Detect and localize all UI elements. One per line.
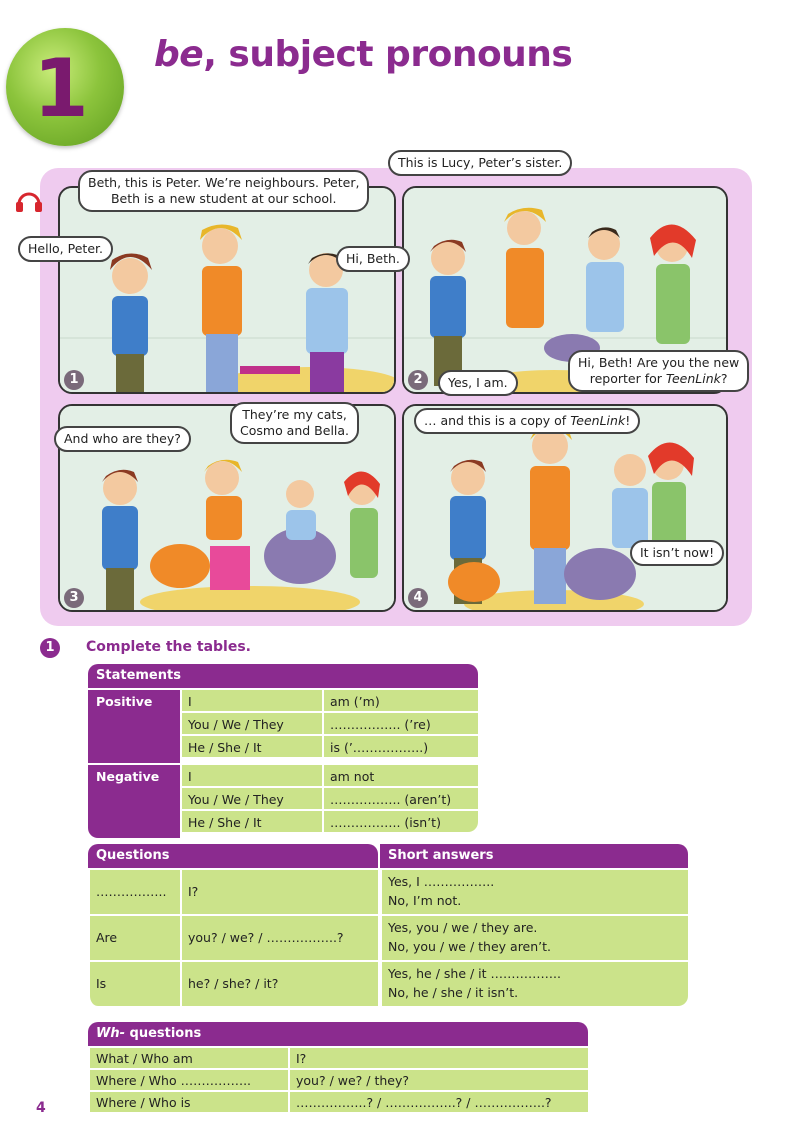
table-cell: He / She / It <box>180 734 322 757</box>
table-cell: Are <box>88 914 180 960</box>
answer-blank-cell[interactable]: ……………..? / ……………..? / ……………..? <box>288 1090 588 1112</box>
title-rest: , subject pronouns <box>203 34 573 75</box>
speech-bubble-hi-beth: Hi, Beth. <box>336 246 410 272</box>
short-answer-line: Yes, you / we / they are. <box>388 920 538 935</box>
unit-badge <box>6 28 124 146</box>
comic-panel-1 <box>58 186 396 394</box>
speech-bubble-who-are-they: And who are they? <box>54 426 191 452</box>
exercise-title: Complete the tables. <box>86 639 251 655</box>
short-answer-cell[interactable] <box>380 868 688 914</box>
panel-number-1: 1 <box>64 370 84 390</box>
comic-panel-4 <box>402 404 728 612</box>
exercise-number: 1 <box>40 638 60 658</box>
wh-questions-heading <box>88 1022 588 1046</box>
panel-number-2: 2 <box>408 370 428 390</box>
table-cell: I? <box>180 868 378 914</box>
heading-italic: Wh- <box>96 1026 125 1041</box>
page-title <box>154 34 572 75</box>
table-cell: you? / we? / they? <box>288 1068 588 1090</box>
speech-bubble-it-isnt-now: It isn’t now! <box>630 540 724 566</box>
table-cell: You / We / They <box>180 786 322 809</box>
speech-bubble-introduction <box>78 170 369 212</box>
table-cell: I? <box>288 1046 588 1068</box>
speech-bubble-reporter <box>568 350 749 392</box>
short-answer-cell[interactable] <box>380 960 688 1006</box>
questions-heading: Questions <box>88 844 378 868</box>
bubble-italic-text: TeenLink <box>665 371 721 386</box>
table-cell: You / We / They <box>180 711 322 734</box>
answer-blank-cell[interactable]: …………….. (’re) <box>322 711 478 734</box>
answer-blank-cell[interactable]: Where / Who …………….. <box>88 1068 288 1090</box>
bubble-line <box>578 371 739 387</box>
answer-blank-cell[interactable]: is (’……………..) <box>322 734 478 757</box>
speech-bubble-hello-peter: Hello, Peter. <box>18 236 113 262</box>
bubble-line: Cosmo and Bella. <box>240 423 350 438</box>
answer-blank-cell[interactable]: …………….. (isn’t) <box>322 809 478 832</box>
answer-blank-cell[interactable]: …………….. (aren’t) <box>322 786 478 809</box>
page-number: 4 <box>36 1100 46 1116</box>
table-cell: I <box>180 688 322 711</box>
short-answer-cell <box>380 914 688 960</box>
panel-number-4: 4 <box>408 588 428 608</box>
bubble-text: … and this is a copy of <box>424 413 571 428</box>
table-cell: What / Who am <box>88 1046 288 1068</box>
statements-table <box>88 664 478 838</box>
speech-bubble-copy <box>414 408 640 434</box>
bubble-line: They’re my cats, <box>242 407 347 422</box>
answer-blank-cell[interactable]: …………….. <box>88 868 180 914</box>
bubble-text: reporter for <box>589 371 666 386</box>
table-cell: am not <box>322 763 478 786</box>
bubble-text: ! <box>625 413 631 428</box>
bubble-text: ? <box>720 371 728 386</box>
title-italic: be <box>154 34 204 75</box>
table-cell: He / She / It <box>180 809 322 832</box>
panel-number-3: 3 <box>64 588 84 608</box>
positive-label: Positive <box>88 688 180 763</box>
table-cell: Is <box>88 960 180 1006</box>
speech-bubble-lucy: This is Lucy, Peter’s sister. <box>388 150 572 176</box>
short-answer-line: No, you / we / they aren’t. <box>388 939 552 954</box>
speech-bubble-cats <box>230 402 359 444</box>
speech-bubble-yes-i-am: Yes, I am. <box>438 370 518 396</box>
panel-4-illustration <box>404 406 728 612</box>
heading-text: questions <box>125 1026 202 1041</box>
unit-number: 1 <box>33 42 89 135</box>
bubble-line: Beth is a new student at our school. <box>110 191 337 206</box>
bubble-line: Hi, Beth! Are you the new <box>578 355 740 370</box>
answer-blank-cell[interactable]: you? / we? / ……………..? <box>180 914 378 960</box>
table-cell: I <box>180 763 322 786</box>
questions-table <box>88 844 378 1006</box>
short-answers-table <box>380 844 688 1006</box>
table-cell: am (’m) <box>322 688 478 711</box>
bubble-italic-text: TeenLink <box>570 413 626 428</box>
table-cell: he? / she? / it? <box>180 960 378 1006</box>
panel-1-illustration <box>60 188 396 394</box>
negative-label: Negative <box>88 763 180 838</box>
short-answers-heading: Short answers <box>380 844 688 868</box>
bubble-line: Beth, this is Peter. We’re neighbours. Peter, <box>88 175 360 190</box>
headphones-icon[interactable] <box>14 186 44 214</box>
short-answer-line: No, he / she / it isn’t. <box>388 985 519 1000</box>
wh-questions-table <box>88 1022 588 1112</box>
short-answer-line: No, I’m not. <box>388 893 462 908</box>
table-cell: Where / Who is <box>88 1090 288 1112</box>
statements-heading: Statements <box>88 664 478 688</box>
short-answer-line: Yes, I …………….. <box>388 874 495 889</box>
short-answer-line: Yes, he / she / it …………….. <box>388 966 561 981</box>
